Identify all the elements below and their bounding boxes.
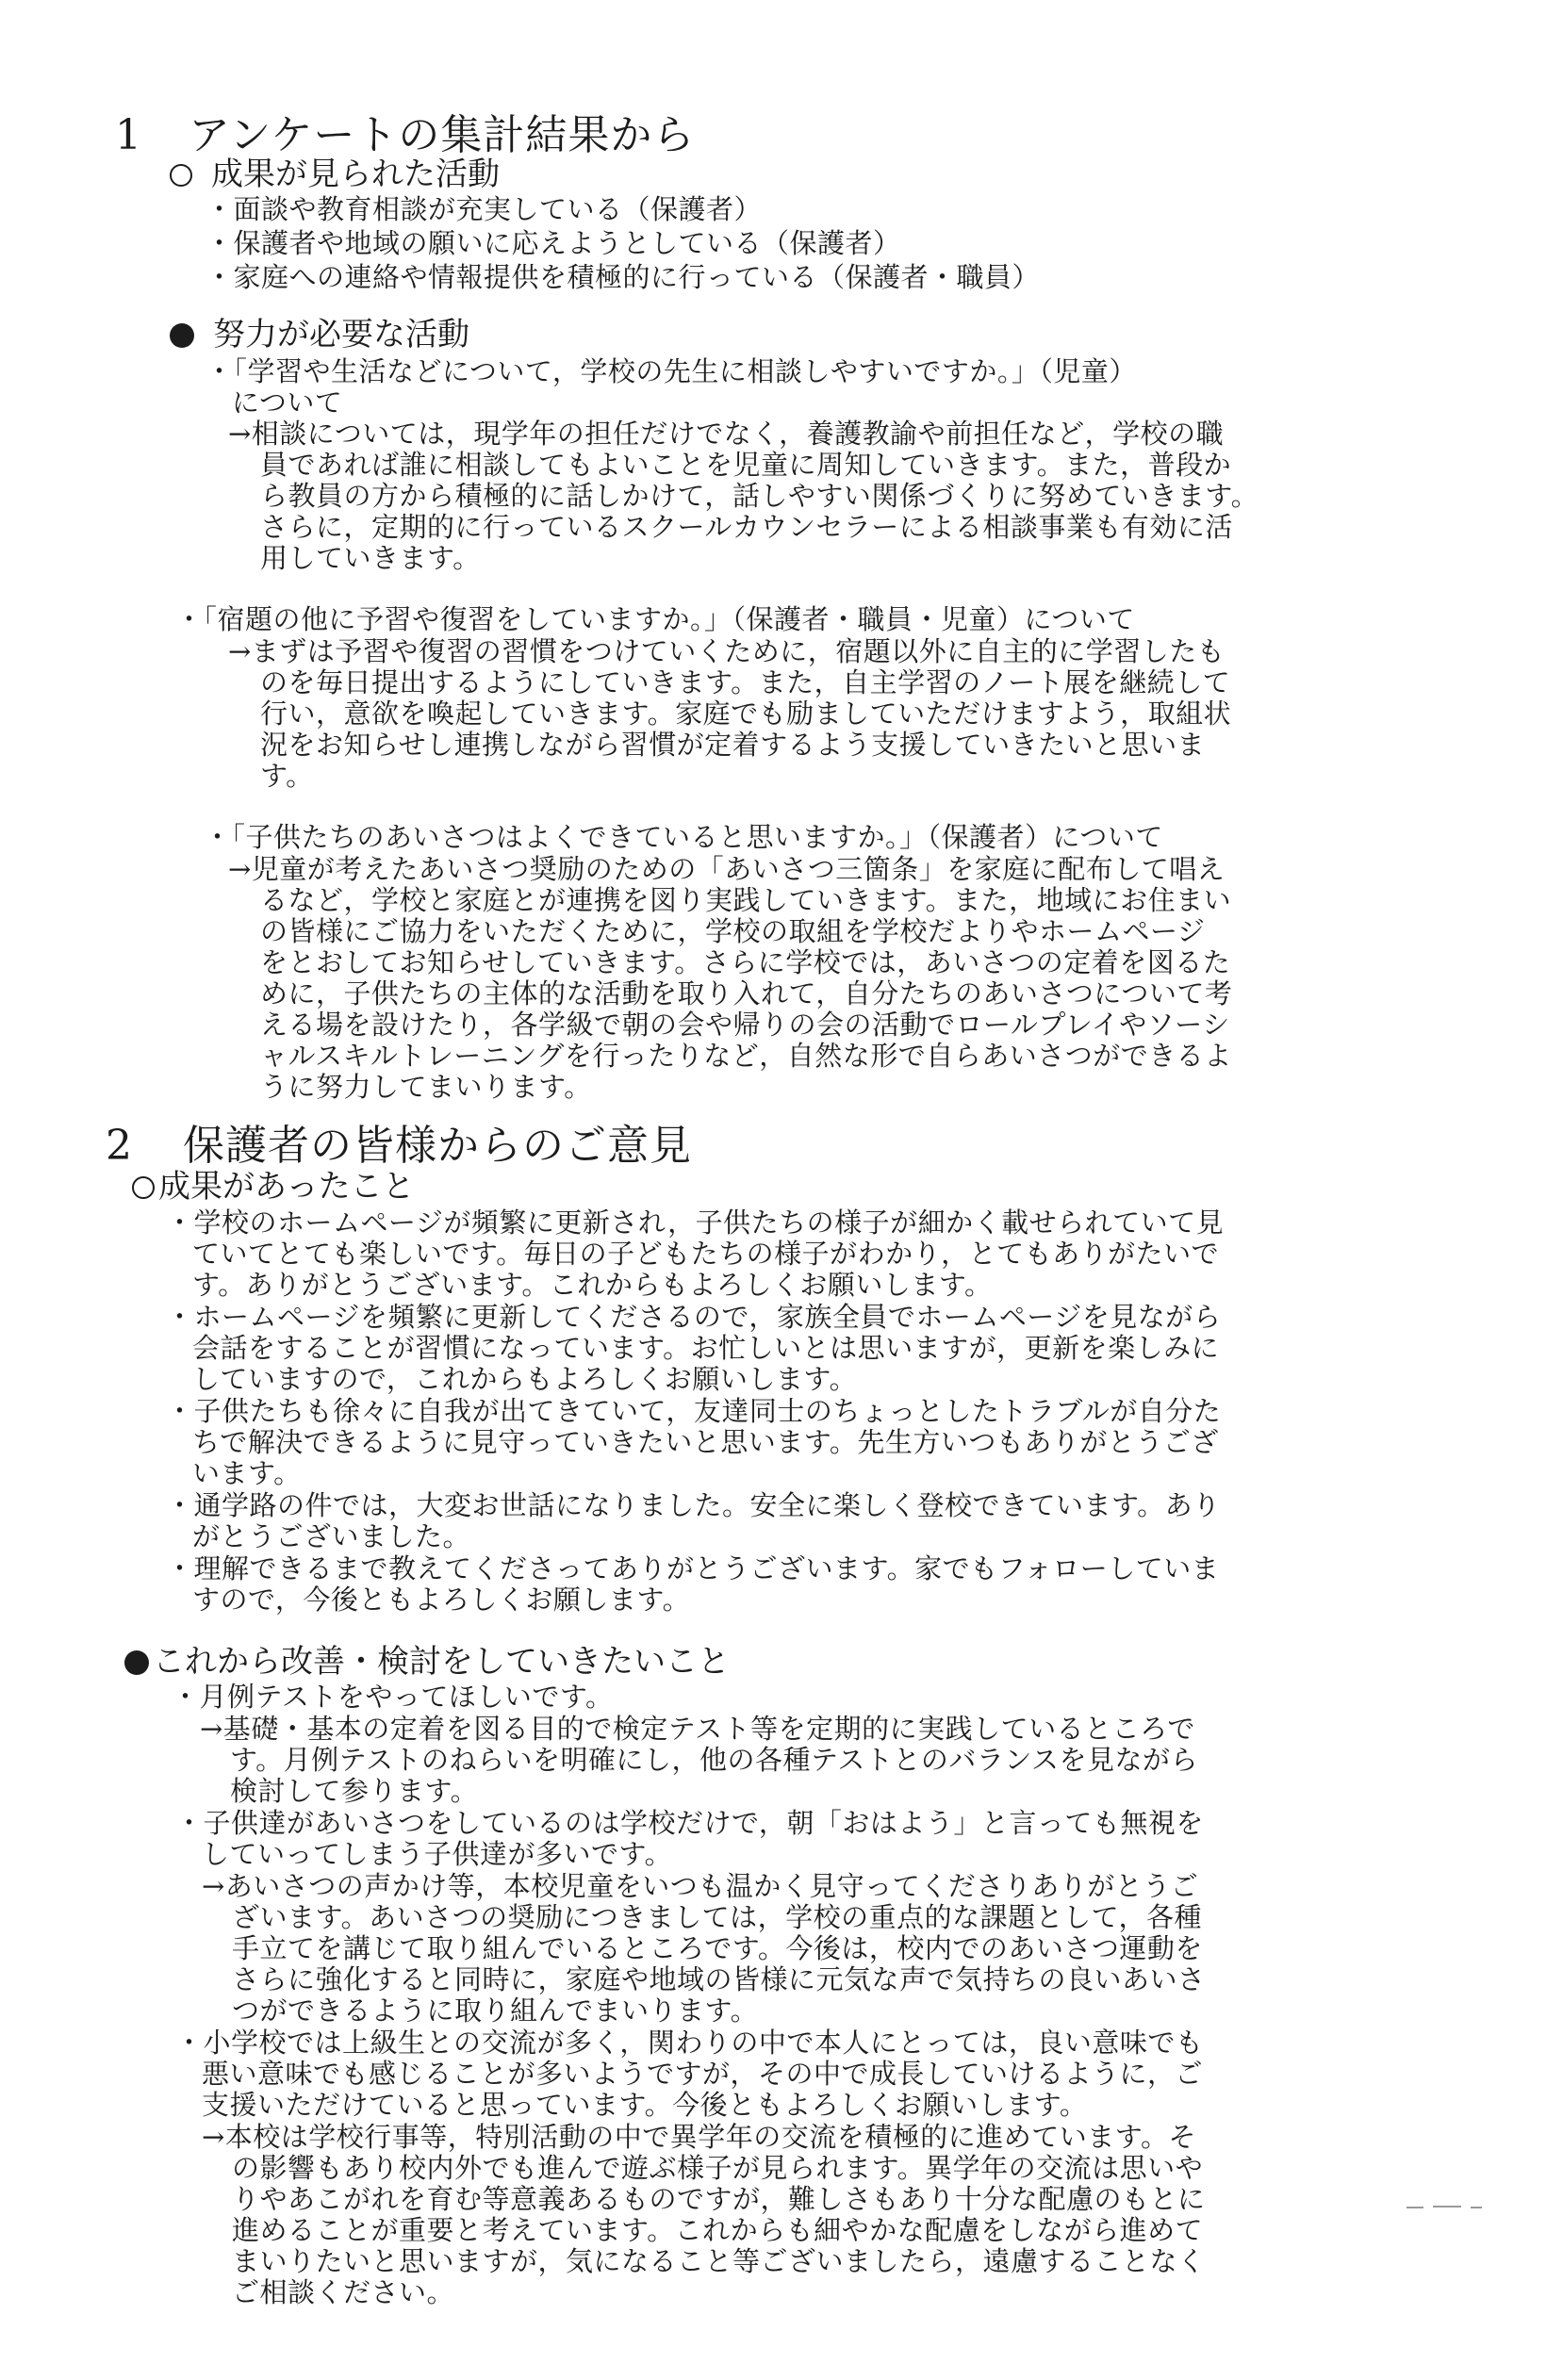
improvement-heading <box>124 1644 730 1680</box>
answer-line: りやあこがれを育む等意義あるものですが，難しさもあり十分な配慮のもとに <box>232 2183 1206 2215</box>
answer-line: →相談については，現学年の担任だけでなく，養護教諭や前担任など，学校の職 <box>228 418 1225 450</box>
answer-line: 員であれば誰に相談してもよいことを児童に周知していきます。また，普段か <box>260 449 1232 481</box>
section-title: 保護者の皆様からのご意見 <box>183 1122 692 1170</box>
positive-results-heading <box>132 1169 415 1205</box>
opinion-line: ・通学路の件では，大変お世話になりました。安全に楽しく登校できています。あり <box>166 1489 1221 1521</box>
answer-line: ざいます。あいさつの奨励につきましては，学校の重点的な課題として，各種 <box>232 1901 1203 1933</box>
opinion-line: います。 <box>192 1457 302 1489</box>
section-1-heading <box>115 113 695 158</box>
section-number: 2 <box>106 1122 133 1170</box>
answer-line: まいりたいと思いますが，気になること等ございましたら，遠慮することなく <box>232 2245 1206 2277</box>
answer-line: す。月例テストのねらいを明確にし，他の各種テストとのバランスを見ながら <box>230 1744 1198 1776</box>
opinion-line: ・月例テストをやってほしいです。 <box>172 1681 614 1713</box>
opinion-line: ていてとても楽しいです。毎日の子どもたちの様子がわかり，とてもありがたいで <box>192 1238 1220 1270</box>
list-item: ・保護者や地域の願いに応えようとしている（保護者） <box>206 227 901 259</box>
achieved-activities-heading <box>170 156 500 192</box>
question-line: ・「宿題の他に予習や復習をしていますか。」（保護者・職員・児童）について <box>175 603 1135 635</box>
opinion-line: ・子供たちも徐々に自我が出てきていて，友達同士のちょっとしたトラブルが自分た <box>166 1395 1222 1427</box>
scan-artifact <box>1407 2207 1423 2208</box>
opinion-line: ・小学校では上級生との交流が多く，関わりの中で本人にとっては，良い意味でも <box>175 2027 1204 2059</box>
answer-line: 況をお知らせし連携しながら習慣が定着するよう支援していきたいと思いま <box>260 729 1206 761</box>
scan-artifact <box>1471 2207 1482 2208</box>
answer-line: 行い，意欲を喚起していきます。家庭でも励ましていただけますよう，取組状 <box>260 698 1232 730</box>
answer-line: →まずは予習や復習の習慣をつけていくために，宿題以外に自主的に学習したも <box>228 635 1226 667</box>
answer-line: の皆様にご協力をいただくために，学校の取組を学校だよりやホームページ <box>260 915 1206 947</box>
heading-text: これから改善・検討をしていきたいこと <box>153 1643 730 1681</box>
answer-line: →あいさつの声かけ等，本校児童をいつも温かく見守ってくださりありがとうご <box>202 1870 1199 1902</box>
answer-line: の影響もあり校内外でも進んで遊ぶ様子が見られます。異学年の交流は思いや <box>232 2152 1204 2184</box>
opinion-line: ・子供達があいさつをしているのは学校だけで，朝「おはよう」と言っても無視を <box>175 1807 1204 1839</box>
heading-text: 成果が見られた活動 <box>211 156 500 193</box>
answer-line: →児童が考えたあいさつ奨励のための「あいさつ三箇条」を家庭に配布して唱え <box>228 853 1226 885</box>
question-line: について <box>232 386 343 419</box>
list-item: ・面談や教育相談が充実している（保護者） <box>206 193 763 225</box>
answer-line: →本校は学校行事等，特別活動の中で異学年の交流を積極的に進めています。そ <box>202 2121 1196 2153</box>
open-circle-icon <box>170 164 192 187</box>
answer-line: →基礎・基本の定着を図る目的で検定テスト等を定期的に実践しているところで <box>200 1713 1195 1745</box>
opinion-line: していますので，これからもよろしくお願いします。 <box>192 1363 858 1395</box>
opinion-line: すので，今後ともよろしくお願します。 <box>192 1584 691 1616</box>
answer-line: ご相談ください。 <box>232 2276 455 2308</box>
opinion-line: ・理解できるまで教えてくださってありがとうございます。家でもフォローしていま <box>166 1552 1220 1584</box>
section-title: アンケートの集計結果から <box>189 111 696 159</box>
open-circle-icon <box>132 1176 155 1199</box>
answer-line: つができるように取り組んでまいります。 <box>232 1994 759 2027</box>
opinion-line: 悪い意味でも感じることが多いようですが，その中で成長していけるように，ご <box>202 2058 1204 2090</box>
answer-line: さらに，定期的に行っているスクールカウンセラーによる相談事業も有効に活 <box>260 511 1233 543</box>
opinion-line: がとうございました。 <box>192 1520 471 1552</box>
answer-line: ャルスキルトレーニングを行ったりなど，自然な形で自らあいさつができるよ <box>260 1040 1232 1072</box>
opinion-line: ・学校のホームページが頻繁に更新され，子供たちの様子が細かく載せられていて見 <box>166 1206 1225 1239</box>
filled-circle-icon <box>124 1650 149 1675</box>
filled-circle-icon <box>170 323 194 348</box>
answer-line: える場を設けたり，各学級で朝の会や帰りの会の活動でロールプレイやソーシ <box>260 1009 1230 1041</box>
heading-text: 成果があったこと <box>158 1168 415 1206</box>
question-line: ・「学習や生活などについて，学校の先生に相談しやすいですか。」（児童） <box>206 355 1137 387</box>
answer-line: のを毎日提出するようにしていきます。また，自主学習のノート展を継続して <box>260 666 1231 698</box>
section-number: 1 <box>115 111 142 159</box>
opinion-line: ・ホームページを頻繁に更新してくださるので，家族全員でホームページを見ながら <box>166 1301 1222 1333</box>
answer-line: ら教員の方から積極的に話しかけて，話しやすい関係づくりに努めていきます。 <box>260 480 1259 512</box>
answer-line: うに努力してまいります。 <box>260 1071 592 1103</box>
opinion-line: 会話をすることが習慣になっています。お忙しいとは思いますが，更新を楽しみに <box>192 1332 1220 1364</box>
effort-activities-heading <box>170 317 469 353</box>
answer-line: めに，子供たちの主体的な活動を取り入れて，自分たちのあいさつについて考 <box>260 977 1233 1009</box>
answer-line: 進めることが重要と考えています。これからも細やかな配慮をしながら進めて <box>232 2214 1204 2246</box>
opinion-line: ちで解決できるように見守っていきたいと思います。先生方いつもありがとうござ <box>192 1426 1219 1458</box>
section-2-heading <box>106 1124 692 1169</box>
list-item: ・家庭への連絡や情報提供を積極的に行っている（保護者・職員） <box>206 261 1041 293</box>
answer-line: す。 <box>260 760 314 792</box>
answer-line: さらに強化すると同時に，家庭や地域の皆様に元気な声で気持ちの良いあいさ <box>232 1963 1206 1995</box>
answer-line: 手立てを講じて取り組んでいるところです。今後は，校内でのあいさつ運動を <box>232 1932 1203 1964</box>
opinion-line: す。ありがとうございます。これからもよろしくお願いします。 <box>192 1269 993 1301</box>
opinion-line: 支援いただけていると思っています。今後ともよろしくお願いします。 <box>202 2089 1088 2121</box>
answer-line: 用していきます。 <box>260 542 481 574</box>
answer-line: 検討して参ります。 <box>230 1775 479 1807</box>
heading-text: 努力が必要な活動 <box>213 316 469 353</box>
answer-line: をとおしてお知らせしていきます。さらに学校では，あいさつの定着を図るた <box>260 946 1231 978</box>
scan-artifact <box>1433 2206 1461 2208</box>
question-line: ・「子供たちのあいさつはよくできていると思いますか。」（保護者）について <box>204 821 1163 853</box>
opinion-line: していってしまう子供達が多いです。 <box>202 1838 673 1870</box>
answer-line: るなど，学校と家庭とが連携を図り実践していきます。また，地域にお住まい <box>260 884 1232 916</box>
